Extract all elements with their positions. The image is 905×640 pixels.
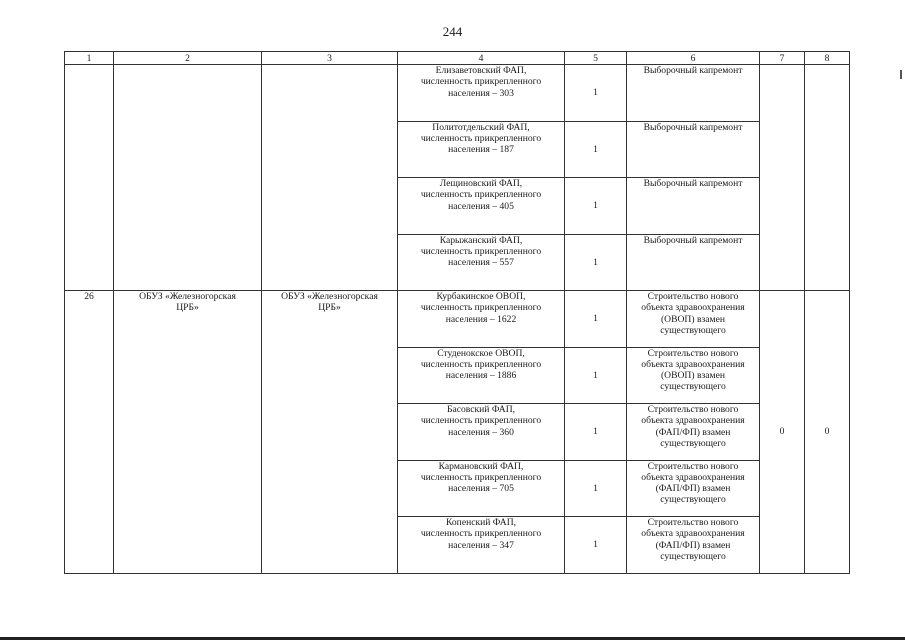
work-type-cell: Выборочный капремонт: [627, 65, 760, 122]
table-row: [65, 65, 850, 122]
facility-name-cell: Копенский ФАП, численность прикрепленного населения – 347: [398, 517, 565, 574]
facility-name-cell: Курбакинское ОВОП, численность прикрепленного населения – 1622: [398, 291, 565, 348]
work-type-cell: Выборочный капремонт: [627, 178, 760, 235]
work-type-cell: Строительство нового объекта здравоохранения (ФАП/ФП) взамен существующего: [627, 517, 760, 574]
column-7-value: 0: [760, 291, 805, 574]
quantity-cell: 1: [565, 291, 627, 348]
organization-cell: ОБУЗ «Железногорская ЦРБ»: [262, 291, 398, 574]
quantity-cell: 1: [565, 178, 627, 235]
quantity-cell: 1: [565, 404, 627, 461]
facility-name-cell: Политотдельский ФАП, численность прикрепленного населения – 187: [398, 121, 565, 178]
column-header: 3: [262, 52, 398, 65]
table-row: [65, 291, 850, 348]
column-8-value: 0: [805, 291, 850, 574]
column-header: 6: [627, 52, 760, 65]
quantity-cell: 1: [565, 517, 627, 574]
facility-name-cell: Басовский ФАП, численность прикрепленного населения – 360: [398, 404, 565, 461]
empty-cell: [65, 65, 114, 291]
work-type-cell: Строительство нового объекта здравоохранения (ФАП/ФП) взамен существующего: [627, 460, 760, 517]
column-header: 8: [805, 52, 850, 65]
facility-name-cell: Карыжанский ФАП, численность прикрепленного населения – 557: [398, 234, 565, 291]
work-type-cell: Строительство нового объекта здравоохранения (ФАП/ФП) взамен существующего: [627, 404, 760, 461]
column-header: 5: [565, 52, 627, 65]
work-type-cell: Строительство нового объекта здравоохранения (ОВОП) взамен существующего: [627, 291, 760, 348]
facility-name-cell: Студенокское ОВОП, численность прикрепленного населения – 1886: [398, 347, 565, 404]
empty-cell: [114, 65, 262, 291]
empty-cell: [805, 65, 850, 291]
document-table: [64, 51, 850, 574]
row-number-cell: 26: [65, 291, 114, 574]
quantity-cell: 1: [565, 460, 627, 517]
column-header: 1: [65, 52, 114, 65]
quantity-cell: 1: [565, 234, 627, 291]
header-row: [65, 52, 850, 65]
work-type-cell: Строительство нового объекта здравоохранения (ОВОП) взамен существующего: [627, 347, 760, 404]
empty-cell: [262, 65, 398, 291]
scan-edge-mark: [900, 70, 902, 79]
column-header: 7: [760, 52, 805, 65]
column-header: 4: [398, 52, 565, 65]
quantity-cell: 1: [565, 347, 627, 404]
page-number: 244: [442, 24, 463, 39]
facility-name-cell: Елизаветовский ФАП, численность прикрепленного населения – 303: [398, 65, 565, 122]
column-header: 2: [114, 52, 262, 65]
facility-name-cell: Лещиновский ФАП, численность прикрепленного населения – 405: [398, 178, 565, 235]
work-type-cell: Выборочный капремонт: [627, 234, 760, 291]
empty-cell: [760, 65, 805, 291]
work-type-cell: Выборочный капремонт: [627, 121, 760, 178]
quantity-cell: 1: [565, 121, 627, 178]
facility-name-cell: Кармановский ФАП, численность прикрепленного населения – 705: [398, 460, 565, 517]
quantity-cell: 1: [565, 65, 627, 122]
organization-cell: ОБУЗ «Железногорская ЦРБ»: [114, 291, 262, 574]
